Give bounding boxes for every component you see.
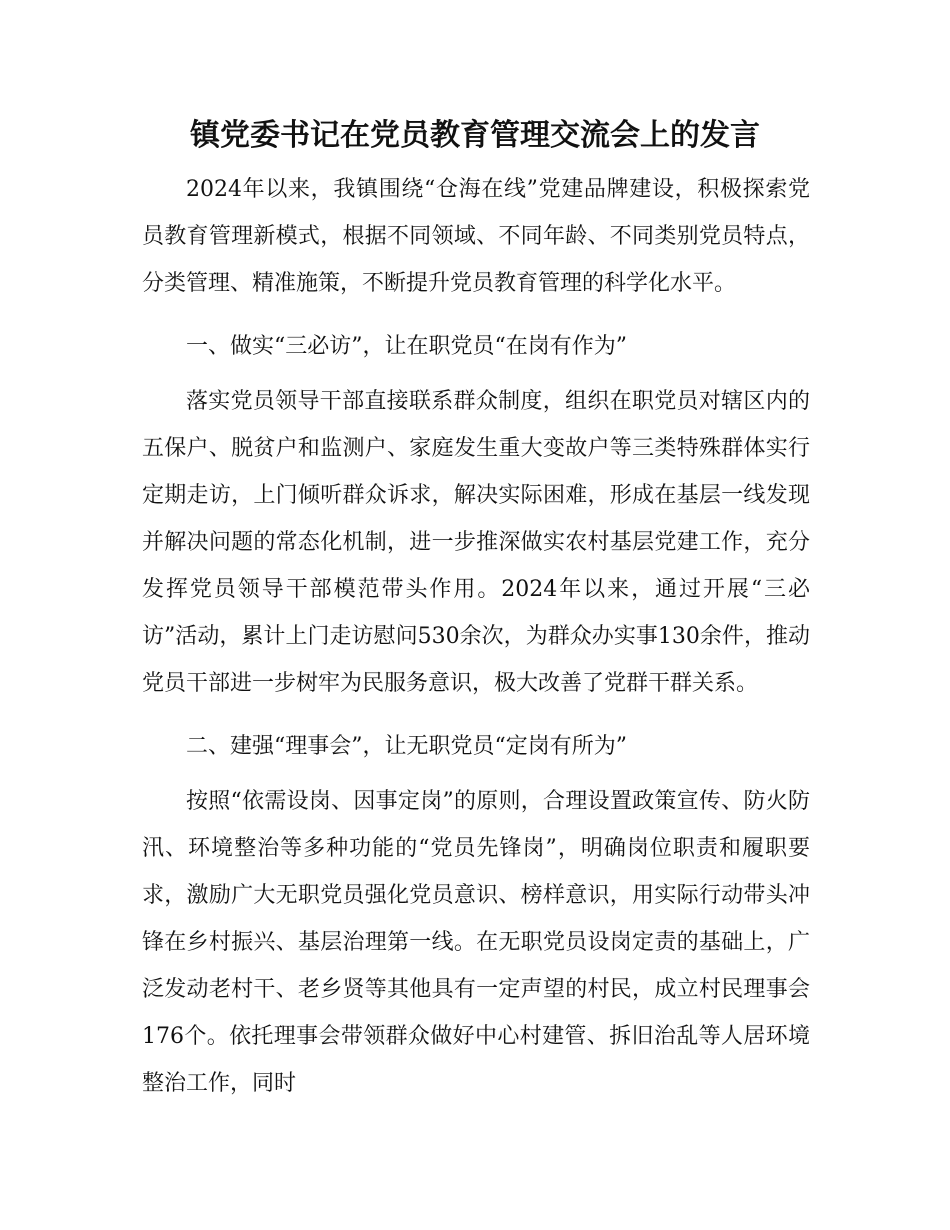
section-heading-1: 一、做实“三必访”，让在职党员“在岗有作为”: [186, 334, 627, 359]
document-body: [142, 166, 810, 1107]
spacer: [142, 307, 810, 317]
document-title: 镇党委书记在党员教育管理交流会上的发言: [190, 118, 760, 153]
paragraph-intro: 2024年以来，我镇围绕“仓海在线”党建品牌建设，积极探索党员教育管理新模式，根据不同领域、不同年龄、不同类别党员特点，分类管理、精准施策，不断提升党员教育管理的科学化水平。: [142, 177, 810, 296]
paragraph-section-2: 按照“依需设岗、因事定岗”的原则，合理设置政策宣传、防火防汛、环境整治等多种功能的“党员先锋岗”，明确岗位职责和履职要求，激励广大无职党员强化党员意识、榜样意识，用实际行动带头冲锋在乡村振兴、基层治理第一线。在无职党员设岗定责的基础上，广泛发动老村干、老乡贤等其他具有一定声望的村民，成立村民理事会176个。依托理事会带领群众做好中心村建管、拆旧治乱等人居环境整治工作，同时: [142, 789, 810, 1096]
section-heading-2: 二、建强“理事会”，让无职党员“定岗有所为”: [186, 734, 627, 759]
spacer: [142, 707, 810, 717]
paragraph-section-1: 落实党员领导干部直接联系群众制度，组织在职党员对辖区内的五保户、脱贫户和监测户、家庭发生重大变故户等三类特殊群体实行定期走访，上门倾听群众诉求，解决实际困难，形成在基层一线发现并解决问题的常态化机制，进一步推深做实农村基层党建工作，充分发挥党员领导干部模范带头作用。2024年以来，通过开展“三必访”活动，累计上门走访慰问530余次，为群众办实事130余件，推动党员干部进一步树牢为民服务意识，极大改善了党群干群关系。: [142, 389, 810, 696]
